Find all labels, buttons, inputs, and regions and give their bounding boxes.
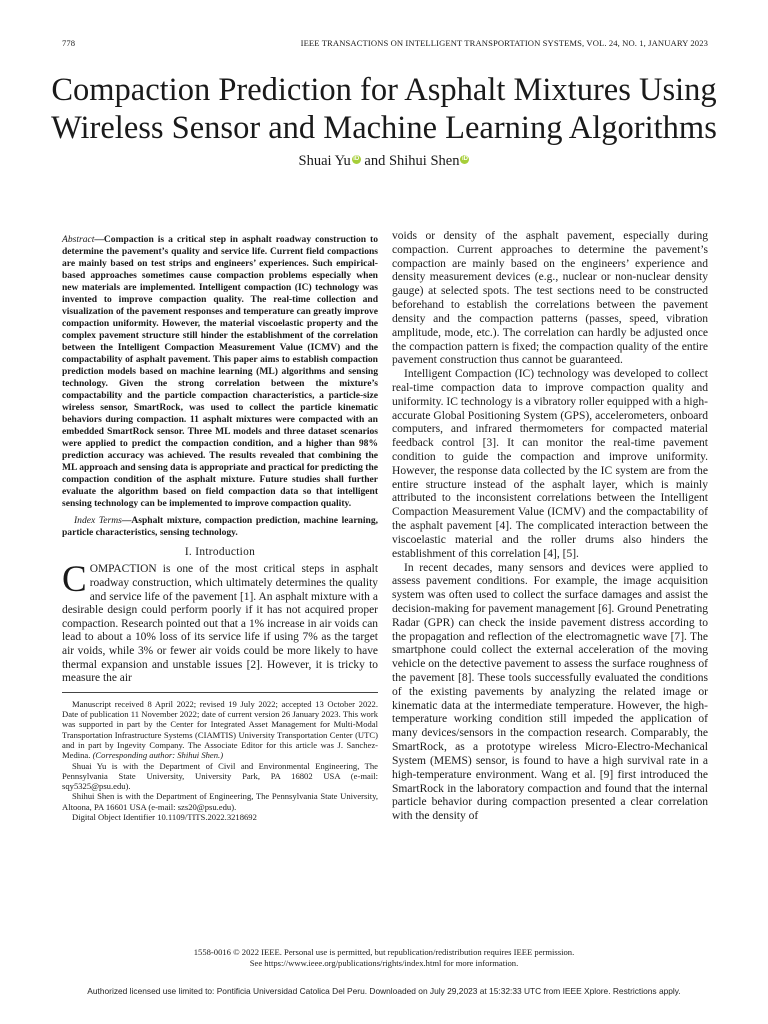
left-column bbox=[62, 234, 378, 822]
footnote-divider bbox=[62, 692, 378, 693]
right-column bbox=[392, 230, 708, 824]
author-name: Shihui Shen bbox=[388, 153, 460, 169]
index-terms-label: Index Terms bbox=[74, 515, 122, 526]
drop-cap: C bbox=[62, 559, 87, 601]
author-affiliation-1: Shuai Yu is with the Department of Civil and Environmental Engineering, The Pennsylvania State University, University Park, PA 16802 USA (e-mail: sqy5325@psu.edu). bbox=[62, 760, 378, 792]
paper-title bbox=[30, 71, 738, 147]
author-list bbox=[0, 153, 768, 170]
title-line-2: Wireless Sensor and Machine Learning Algorithms bbox=[51, 110, 717, 146]
page-number: 778 bbox=[62, 38, 76, 48]
manuscript-text: Manuscript received 8 April 2022; revised 19 July 2022; accepted 13 October 2022. Date of publication 11 November 2022; date of current version 26 January 2023. This work was supported in part by the Center for Integrated Asset Management for Multi-Modal Transportation Infrastructure Systems (CIAMTIS) University Transportation Center (UTC) and in part by Ingevity Company. The Associate Editor for this article was J. Sanchez-Medina. bbox=[62, 698, 378, 761]
index-terms-dash: — bbox=[121, 515, 132, 526]
author-affiliation-2: Shihui Shen is with the Department of Engineering, The Pennsylvania State University, Altoona, PA 16601 USA (e-mail: szs20@psu.edu). bbox=[62, 791, 378, 812]
body-paragraph: Intelligent Compaction (IC) technology was developed to collect real-time compaction data to improve compaction quality and uniformity. IC technology is a vibratory roller equipped with a high-accurate Global Positioning System (GPS), accelerometers, onboard computers, and infrared thermometers for compacted material feedback control [3]. It can monitor the real-time pavement condition to guide the compaction and improve uniformity. However, the response data collected by the IC system are from the entire structure instead of the asphalt layer, which is mainly attributed to the inconsistent correlations between the Intelligent Compaction Measurement Value (ICMV) and the compactability of the asphalt pavement [4]. The complicated interaction between the viscoelastic material and the roller drums also hinders the establishment of this correlation [4], [5]. bbox=[392, 368, 708, 560]
orcid-icon[interactable]: iD bbox=[461, 156, 468, 162]
abstract-text: Compaction is a critical step in asphalt roadway construction to determine the pavement’s quality and service life. Current field compactions are mainly based on test strips and engineers’ experiences. Such empirical-based approaches sometimes cause compaction problems especially when new materials are implemented. Intelligent compaction (IC) technology was invented to improve compaction quality. The real-time collection and visualization of the pavement responses and temperature can greatly improve compaction uniformity. However, the material viscoelastic property and the complex pavement structure still hinder the establishment of the correlation between the Intelligent Compaction Measurement Value (ICMV) and the compactability of asphalt pavement. This paper aims to establish compaction prediction models based on machine learning (ML) algorithms and sensing technology. Given the strong correlation between the mixture’s compactability and the particle compaction characteristics, a particle-size wireless sensor, SmartRock, was used to collect the particle kinematic behaviors during compaction. 11 asphalt mixtures were compacted with an embedded SmartRock sensor. Three ML models and three dataset scenarios were applied to predict the compaction condition, and a higher than 98% prediction accuracy was achieved. The results revealed that combining the ML approach and sensing data is appropriate and practical for predicting the compaction condition of the asphalt mixture. Future studies shall further evaluate the algorithm based on field compaction data so that intelligent sensing technology can be implemented to improve compaction quality. bbox=[62, 234, 378, 509]
abstract-dash: — bbox=[94, 234, 104, 245]
footnotes bbox=[62, 699, 378, 823]
copyright-line: 1558-0016 © 2022 IEEE. Personal use is permitted, but republication/redistribution requires IEEE permission. bbox=[193, 947, 575, 957]
manuscript-note bbox=[62, 699, 378, 761]
body-paragraph: In recent decades, many sensors and devices were applied to assess pavement conditions. For example, the image acquisition system was often used to collect the surface damages and assist the decision-making for pavement management [6]. Ground Penetrating Radar (GPR) can check the inside pavement distress according to the propagation and reflection of the electromagnetic wave [7]. The smartphone could collect the external acceleration of the moving vehicle on the detective pavement to assess the surface roughness of the pavement [8]. These tools successfully evaluated the conditions of the existing pavements by analyzing the related image or kinematic data at the intermediate temperature. However, the high-temperature working condition still impeded the application of many devices/sensors in the compaction research. Comparably, the SmartRock, as a prototype wireless Micro-Electro-Mechanical System (MEMS) sensor, is found to have a high survival rate in a high-temperature environment. Wang et al. [9] first introduced the SmartRock in the laboratory compaction and found that the internal particle behavior during compaction presented a clear correlation with the density of bbox=[392, 561, 708, 823]
author-connector: and bbox=[360, 153, 389, 169]
intro-text: OMPACTION is one of the most critical steps in asphalt roadway construction, which ultimately determines the quality and service life of the pavement [1]. An asphalt mixture with a desirable design could perform poorly if it has not acquired proper compaction. Research pointed out that a 1% increase in air voids can lead to about a 10% loss of its service life if using 7% as the target air voids, while 3% or fewer air voids could be more likely to have thermal expansion and unstable issues [2]. However, it is tricky to measure the air bbox=[62, 563, 378, 685]
running-head bbox=[62, 38, 708, 50]
journal-header: IEEE TRANSACTIONS ON INTELLIGENT TRANSPORTATION SYSTEMS, VOL. 24, NO. 1, JANUARY 2023 bbox=[300, 38, 708, 48]
license-notice: Authorized licensed use limited to: Pontificia Universidad Catolica Del Peru. Downloaded on July 29,2023 at 15:32:33 UTC from IEEE Xplore. Restrictions apply. bbox=[87, 986, 681, 996]
title-line-1: Compaction Prediction for Asphalt Mixtures Using bbox=[51, 72, 717, 108]
orcid-icon[interactable]: iD bbox=[353, 156, 360, 162]
abstract bbox=[62, 234, 378, 510]
copyright-footer bbox=[0, 947, 768, 970]
section-heading: I. Introduction bbox=[184, 546, 256, 558]
index-terms-text: Asphalt mixture, compaction prediction, machine learning, particle characteristics, sensing technology. bbox=[62, 515, 378, 538]
author-name: Shuai Yu bbox=[298, 153, 351, 169]
corresponding-author: (Corresponding author: Shihui Shen.) bbox=[92, 750, 224, 761]
intro-paragraph bbox=[62, 559, 378, 685]
index-terms bbox=[62, 515, 378, 539]
doi[interactable]: Digital Object Identifier 10.1109/TITS.2022.3218692 bbox=[72, 812, 257, 823]
abstract-label: Abstract bbox=[62, 234, 95, 245]
rights-link[interactable]: See https://www.ieee.org/publications/rights/index.html for more information. bbox=[249, 958, 519, 969]
body-paragraph: voids or density of the asphalt pavement, especially during compaction. Current approaches to determine the pavement’s compaction are mainly based on the engineers’ experience and density measurement devices (e.g., nuclear or non-nuclear density gauge) at selected spots. The test sections need to be constructed beforehand to establish the correlations between the pavement density and the compaction patterns (passes, speed, vibration amplitude, mode, etc.). The correlation can hardly be adjusted once the compaction pattern is fixed; the compaction quality of the entire pavement construction thus cannot be guaranteed. bbox=[392, 230, 708, 367]
